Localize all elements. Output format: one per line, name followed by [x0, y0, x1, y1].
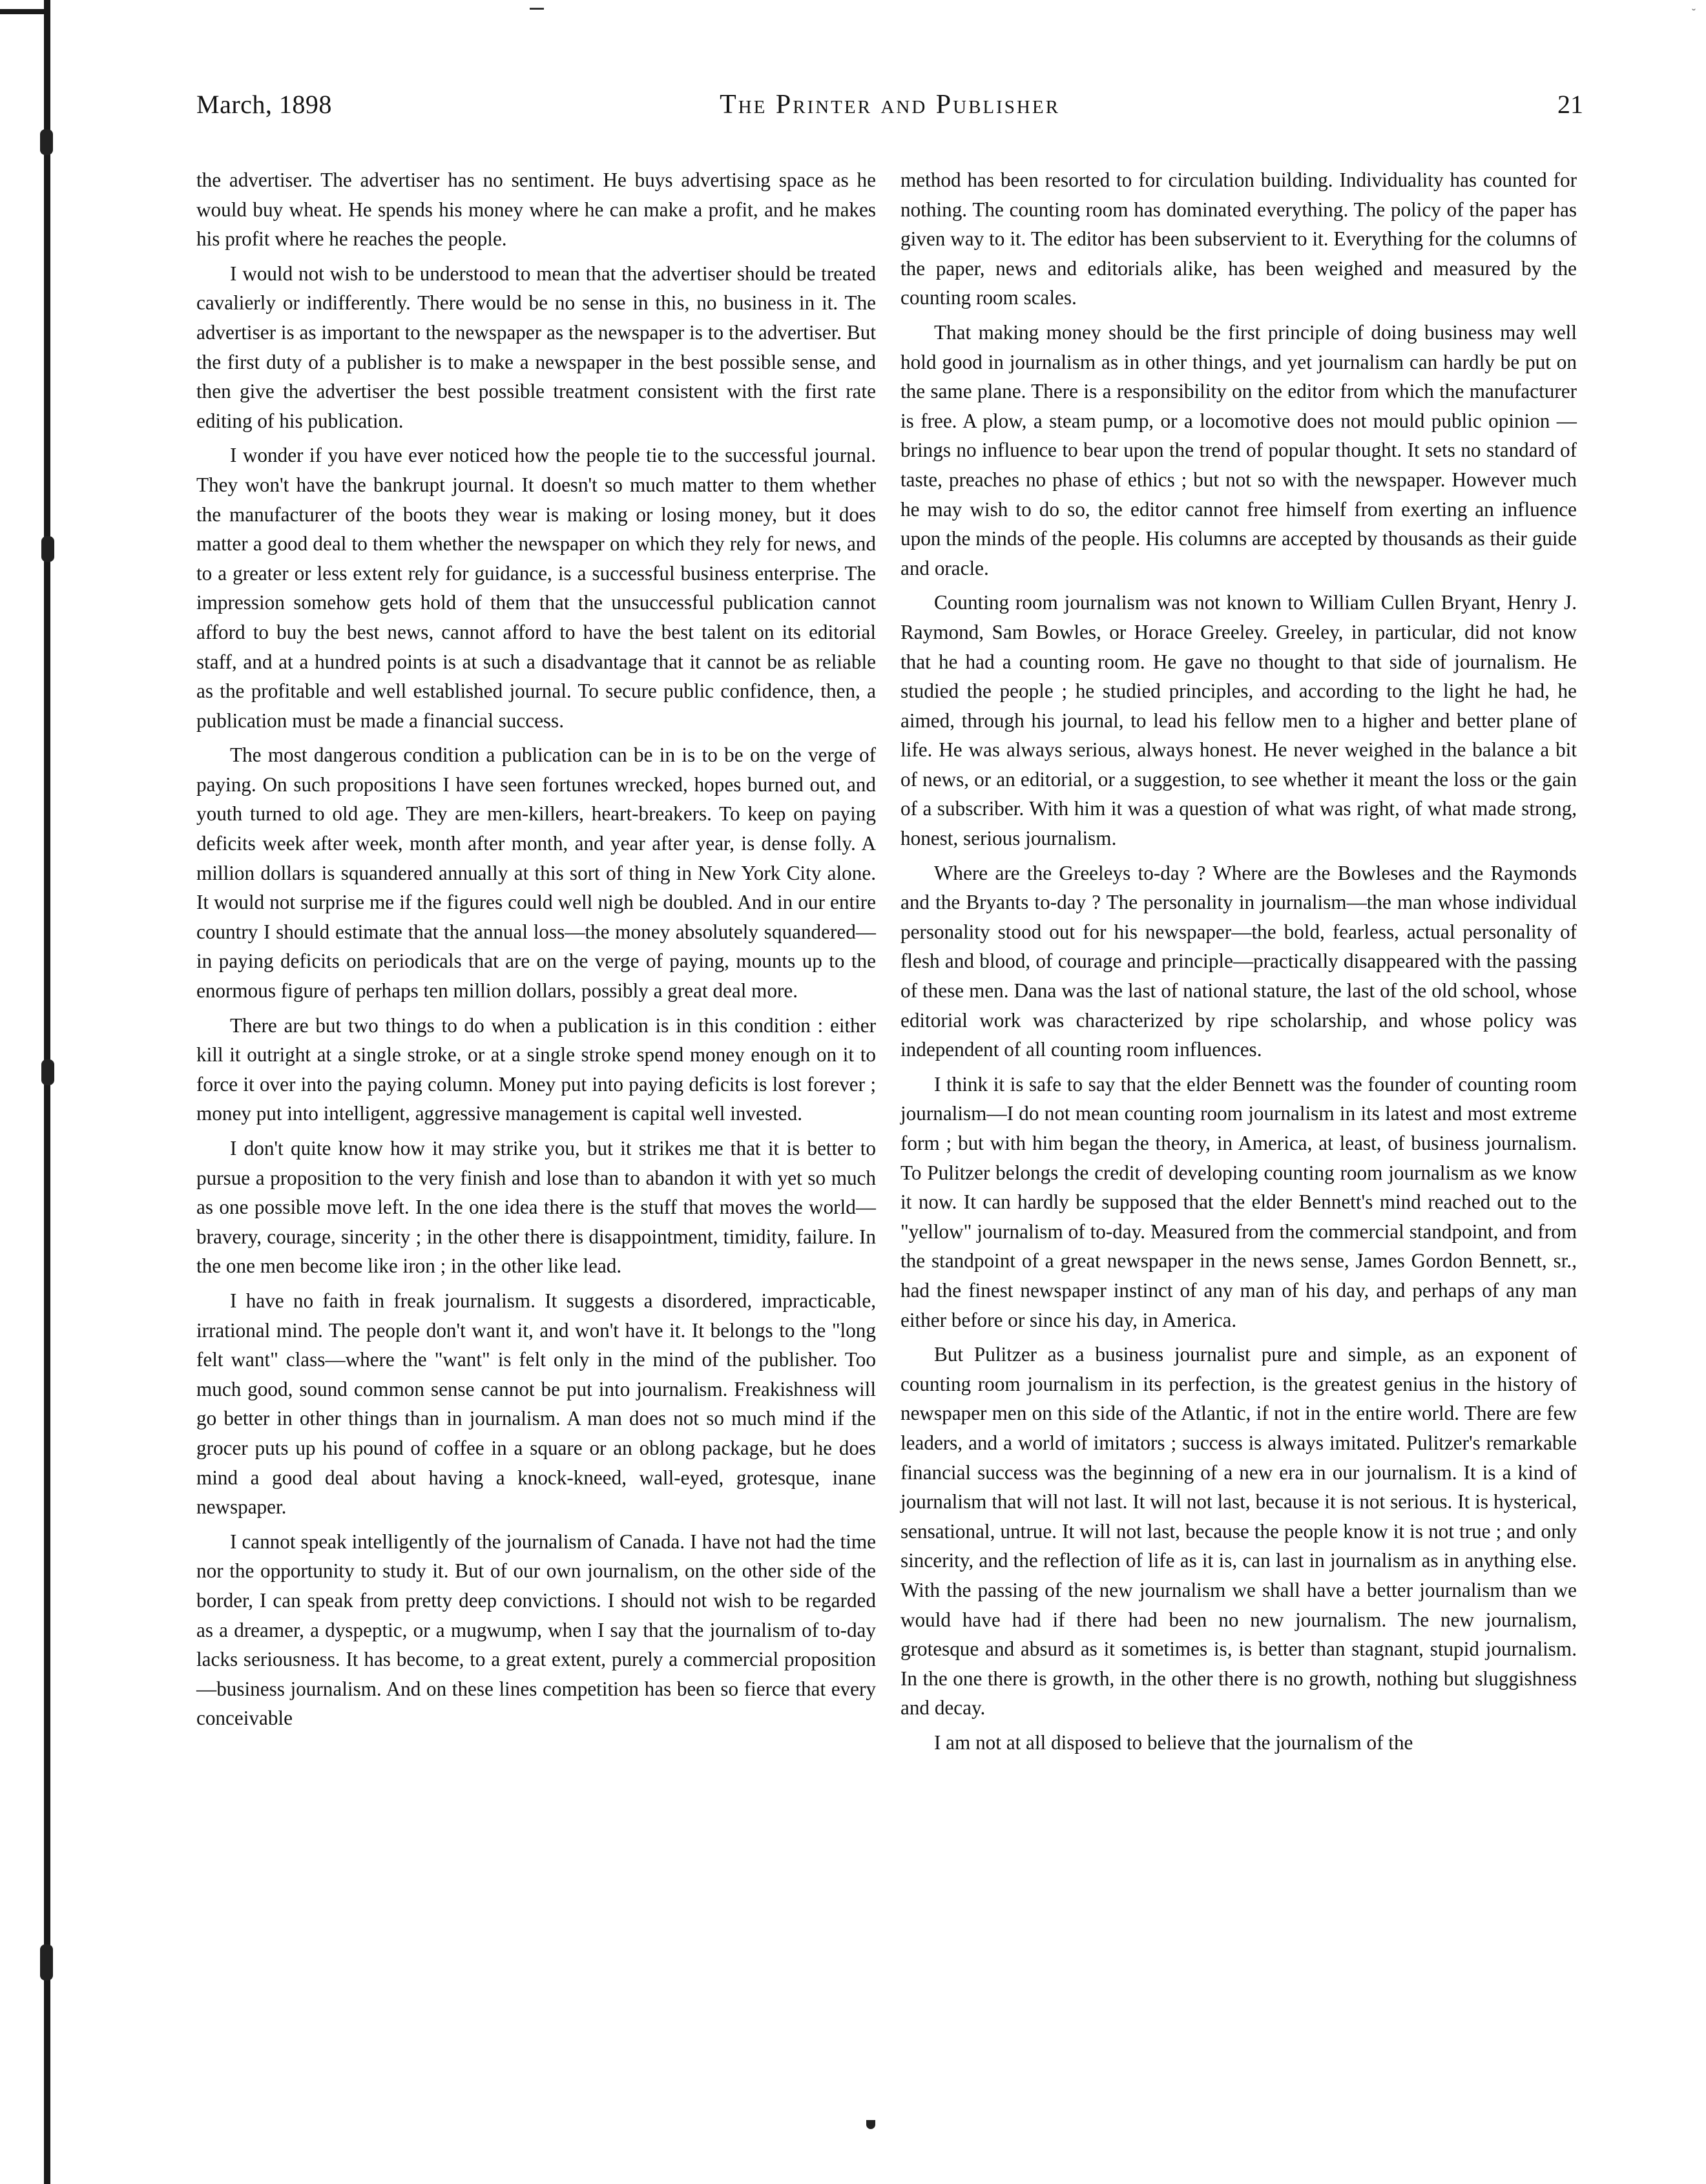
binding-edge-cap — [0, 9, 50, 14]
paragraph: Where are the Greeleys to-day ? Where are the Bowleses and the Raymonds and the Bryants to-day ? The personality in journalism—the man whose individual personality stood out for his newspaper—the bold, fearless, actual personality of flesh and blood, of courage and principle—practically disappeared with the passing of these men. Dana was the last of national stature, the last of the old school, whose editorial work was characterized by ripe scholarship, and whose policy was independent of all counting room influences. — [900, 861, 1577, 1061]
page-number: 21 — [1557, 90, 1583, 119]
left-text-column — [196, 165, 876, 1733]
paragraph: There are but two things to do when a publication is in this condition : either kill it outright at a single stroke, or at a single stroke spend money enough on it to force it over into the paying column. Money put into paying deficits is lost forever ; money put into intelligent, aggressive management is capital well invested. — [196, 1014, 876, 1125]
paragraph: That making money should be the first principle of doing business may well hold good in journalism as in other things, and yet journalism can hardly be put on the same plane. There is a responsibility on the editor from which the manufacturer is free. A plow, a steam pump, or a locomotive does not mould public opinion — brings no influence to bear upon the trend of popular thought. It sets no standard of taste, preaches no phase of ethics ; but not so with the newspaper. However much he may wish to do so, the editor cannot free himself from exerting an influence upon the minds of the people. His columns are accepted by thousands as their guide and oracle. — [900, 320, 1577, 579]
paragraph: method has been resorted to for circulation building. Individuality has counted for nothing. The counting room has dominated everything. The policy of the paper has given way to it. The editor has been subservient to it. Everything for the columns of the paper, news and editorials alike, has been weighed and measured by the counting room scales. — [900, 169, 1577, 309]
top-edge-mark — [530, 8, 544, 10]
paragraph: the advertiser. The advertiser has no sentiment. He buys advertising space as he would buy wheat. He spends his money where he can make a profit, and he makes his profit where he reaches the people. — [196, 169, 876, 251]
binding-edge-line — [44, 0, 50, 2184]
running-header — [196, 89, 1583, 128]
corner-mark: ˘ — [1692, 6, 1696, 19]
paragraph: I have no faith in freak journalism. It suggests a disordered, impracticable, irrational mind. The people don't want it, and won't have it. It belongs to the "long felt want" class—where the "want" is felt only in the mind of the publisher. Too much good, sound common sense cannot be put into journalism. Freakishness will go better in other things than in journalism. A man does not so much mind if the grocer puts up his pound of coffee in a square or an oblong package, but he does mind a good deal about having a knock-kneed, wall-eyed, grotesque, inane newspaper. — [196, 1289, 876, 1519]
publication-title: The Printer and Publisher — [720, 90, 1060, 120]
binding-tab-mark — [41, 536, 54, 562]
paragraph: I wonder if you have ever noticed how the people tie to the successful journal. They won't have the bankrupt journal. It doesn't so much matter to them whether the manufacturer of the boots they wear is making or losing money, but it does matter a good deal to them whether the newspaper on which they rely for news, and to a greater or less extent rely for guidance, is a successful business enterprise. The impression somehow gets hold of them that the unsuccessful publication cannot afford to buy the best news, cannot afford to have the best talent on its editorial staff, and at a hundred points is at such a disadvantage that it cannot be as reliable as the profitable and well established journal. To secure public confidence, then, a publication must be made a financial success. — [196, 444, 876, 732]
paragraph: The most dangerous condition a publication can be in is to be on the verge of paying. On such propositions I have seen fortunes wrecked, hopes burned out, and youth turned to old age. They are men-killers, heart-breakers. To keep on paying deficits week after week, month after month, and year after year, is dense folly. A million dollars is squandered annually at this sort of thing in New York City alone. It would not surprise me if the figures could well nigh be doubled. And in our entire country I should estimate that the annual loss—the money absolutely squandered—in paying deficits on periodicals that are on the verge of paying, mounts up to the enormous figure of perhaps ten million dollars, possibly a great deal more. — [196, 744, 876, 1003]
paragraph: I think it is safe to say that the elder Bennett was the founder of counting room journalism—I do not mean counting room journalism in its latest and most extreme form ; but with him began the theory, in America, at least, of business journalism. To Pulitzer belongs the credit of developing counting room journalism as we know it now. It can hardly be supposed that the elder Bennett's mind reached out to the "yellow" journalism of to-day. Measured from the commercial standpoint, and from the standpoint of a great newspaper in the news sense, James Gordon Bennett, sr., had the finest newspaper instinct of any man of his day, and perhaps of any man either before or since his day, in America. — [900, 1072, 1577, 1331]
printer-ornament-mark — [866, 2120, 875, 2129]
paragraph: I don't quite know how it may strike you, but it strikes me that it is better to pursue a proposition to the very finish and lose than to abandon it with yet so much as one possible move left. In the one idea there is the stuff that moves the world—bravery, courage, sincerity ; in the other there is disappointment, timidity, failure. In the one men become like iron ; in the other like lead. — [196, 1137, 876, 1278]
binding-tab-mark — [40, 1944, 53, 1981]
issue-date: March, 1898 — [196, 90, 332, 119]
binding-tab-mark — [41, 1059, 54, 1085]
paragraph: But Pulitzer as a business journalist pure and simple, as an exponent of counting room journalism in its perfection, is the greatest genius in the history of newspaper men on this side of the Atlantic, if not in the entire world. There are few leaders, and a world of imitators ; success is always imitated. Pulitzer's remarkable financial success was the beginning of a new era in our journalism. It is a kind of journalism that will not last. It will not last, because it is not serious. It is hysterical, sensational, untrue. It will not last, because the people know it is not true ; and only sincerity, and the reflection of life as it is, can last in journalism as in anything else. With the passing of the new journalism we shall have a better journalism than we would have had if there had been no new journalism. The new journalism, grotesque and absurd as it sometimes is, is better than stagnant, stupid journalism. In the one there is growth, in the other there is no growth, nothing but sluggishness and decay. — [900, 1343, 1577, 1720]
paragraph: I am not at all disposed to believe that the journalism of the — [934, 1731, 1413, 1754]
right-text-column — [900, 165, 1577, 1757]
paragraph: Counting room journalism was not known to William Cullen Bryant, Henry J. Raymond, Sam Bowles, or Horace Greeley. Greeley, in particular, did not know that he had a counting room. He gave no thought to that side of journalism. He studied the people ; he studied principles, and according to the light he had, he aimed, through his journal, to lead his fellow men to a higher and better plane of life. He was always serious, always honest. He never weighed in the balance a bit of news, or an editorial, or a suggestion, to see whether it meant the loss or the gain of a subscriber. With him it was a question of what was right, of what made strong, honest, serious journalism. — [900, 591, 1577, 850]
binding-tab-mark — [40, 129, 53, 155]
paragraph: I would not wish to be understood to mean that the advertiser should be treated cavalierly or indifferently. There would be no sense in this, no business in it. The advertiser is as important to the newspaper as the newspaper is to the advertiser. But the first duty of a publisher is to make a newspaper in the best possible sense, and then give the advertiser the best possible treatment consistent with the first rate editing of his publication. — [196, 262, 876, 432]
paragraph: I cannot speak intelligently of the journalism of Canada. I have not had the time nor the opportunity to study it. But of our own journalism, on the other side of the border, I can speak from pretty deep convictions. I should not wish to be regarded as a dreamer, a dyspeptic, or a mugwump, when I say that the journalism of to-day lacks seriousness. It has become, to a great extent, purely a commercial proposition—business journalism. And on these lines competition has been so fierce that every conceivable — [196, 1530, 876, 1730]
